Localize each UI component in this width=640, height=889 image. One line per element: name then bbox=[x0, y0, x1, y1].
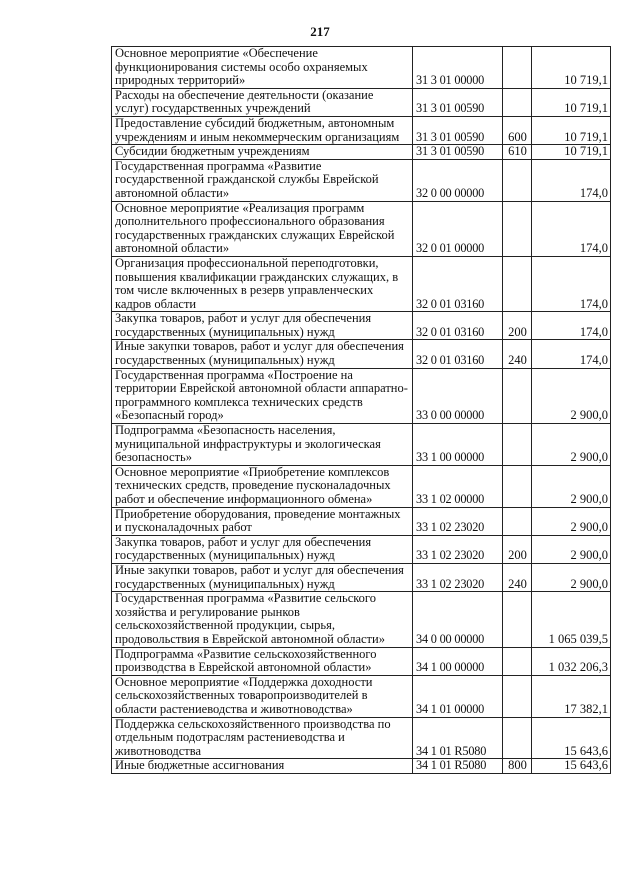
row-sum-cell: 10 719,1 bbox=[532, 145, 611, 160]
row-sum-cell: 15 643,6 bbox=[532, 759, 611, 774]
table-row bbox=[112, 340, 611, 368]
row-code-cell: 33 1 02 23020 bbox=[413, 535, 503, 563]
row-sum-cell: 2 900,0 bbox=[532, 368, 611, 423]
row-name-cell: Предоставление субсидий бюджетным, автономным учреждениям и иным некоммерческим организациям bbox=[112, 116, 413, 144]
row-sum-cell: 10 719,1 bbox=[532, 88, 611, 116]
row-name-cell: Поддержка сельскохозяйственного производства по отдельным подотраслям растениеводства и животноводства bbox=[112, 717, 413, 759]
row-name-cell: Закупка товаров, работ и услуг для обеспечения государственных (муниципальных) нужд bbox=[112, 312, 413, 340]
row-name-cell: Организация профессиональной переподготовки, повышения квалификации гражданских служащих, в том числе включенных в резерв управленческих кадров области bbox=[112, 256, 413, 311]
row-expense-type-cell bbox=[503, 465, 532, 507]
row-name-cell: Основное мероприятие «Поддержка доходности сельскохозяйственных товаропроизводителей в области растениеводства и животноводства» bbox=[112, 675, 413, 717]
row-sum-cell: 17 382,1 bbox=[532, 675, 611, 717]
table-row bbox=[112, 201, 611, 256]
row-sum-cell: 15 643,6 bbox=[532, 717, 611, 759]
row-code-cell: 33 1 00 00000 bbox=[413, 424, 503, 466]
table-row bbox=[112, 116, 611, 144]
row-code-cell: 32 0 00 00000 bbox=[413, 159, 503, 201]
row-expense-type-cell: 240 bbox=[503, 340, 532, 368]
row-expense-type-cell: 600 bbox=[503, 116, 532, 144]
table-row bbox=[112, 507, 611, 535]
row-name-cell: Подпрограмма «Безопасность населения, муниципальной инфраструктуры и экологическая безопасность» bbox=[112, 424, 413, 466]
row-code-cell: 32 0 01 03160 bbox=[413, 312, 503, 340]
table-row bbox=[112, 424, 611, 466]
row-expense-type-cell bbox=[503, 47, 532, 89]
table-row bbox=[112, 592, 611, 647]
row-name-cell: Расходы на обеспечение деятельности (оказание услуг) государственных учреждений bbox=[112, 88, 413, 116]
row-code-cell: 34 1 01 R5080 bbox=[413, 717, 503, 759]
row-expense-type-cell bbox=[503, 88, 532, 116]
row-code-cell: 32 0 01 03160 bbox=[413, 256, 503, 311]
table-row bbox=[112, 465, 611, 507]
table-row bbox=[112, 675, 611, 717]
row-sum-cell: 2 900,0 bbox=[532, 465, 611, 507]
row-expense-type-cell bbox=[503, 424, 532, 466]
row-sum-cell: 174,0 bbox=[532, 312, 611, 340]
row-code-cell: 32 0 01 03160 bbox=[413, 340, 503, 368]
row-name-cell: Субсидии бюджетным учреждениям bbox=[112, 145, 413, 160]
row-sum-cell: 2 900,0 bbox=[532, 507, 611, 535]
row-name-cell: Основное мероприятие «Приобретение комплексов технических средств, проведение пусконаладочных работ и обеспечение информационного обмена» bbox=[112, 465, 413, 507]
row-expense-type-cell bbox=[503, 675, 532, 717]
row-code-cell: 33 1 02 23020 bbox=[413, 563, 503, 591]
table-row bbox=[112, 563, 611, 591]
row-name-cell: Государственная программа «Развитие государственной гражданской службы Еврейской автономной области» bbox=[112, 159, 413, 201]
row-sum-cell: 2 900,0 bbox=[532, 563, 611, 591]
row-sum-cell: 174,0 bbox=[532, 159, 611, 201]
row-code-cell: 31 3 01 00590 bbox=[413, 145, 503, 160]
row-expense-type-cell bbox=[503, 647, 532, 675]
table-row bbox=[112, 717, 611, 759]
page-number: 217 bbox=[310, 24, 330, 39]
row-name-cell: Иные бюджетные ассигнования bbox=[112, 759, 413, 774]
row-code-cell: 31 3 01 00590 bbox=[413, 116, 503, 144]
table-row bbox=[112, 88, 611, 116]
table-row bbox=[112, 312, 611, 340]
row-name-cell: Закупка товаров, работ и услуг для обеспечения государственных (муниципальных) нужд bbox=[112, 535, 413, 563]
row-sum-cell: 174,0 bbox=[532, 340, 611, 368]
budget-table bbox=[111, 46, 611, 774]
row-expense-type-cell: 200 bbox=[503, 535, 532, 563]
table-row bbox=[112, 535, 611, 563]
row-expense-type-cell bbox=[503, 201, 532, 256]
row-code-cell: 34 0 00 00000 bbox=[413, 592, 503, 647]
table-row bbox=[112, 759, 611, 774]
row-sum-cell: 1 032 206,3 bbox=[532, 647, 611, 675]
table-row bbox=[112, 47, 611, 89]
row-expense-type-cell bbox=[503, 717, 532, 759]
table-row bbox=[112, 368, 611, 423]
table-row bbox=[112, 647, 611, 675]
row-expense-type-cell bbox=[503, 592, 532, 647]
row-sum-cell: 10 719,1 bbox=[532, 47, 611, 89]
row-name-cell: Государственная программа «Построение на территории Еврейской автономной области аппаратно-программного комплекса технических средств «Безопасный город» bbox=[112, 368, 413, 423]
row-code-cell: 32 0 01 00000 bbox=[413, 201, 503, 256]
row-code-cell: 34 1 01 R5080 bbox=[413, 759, 503, 774]
row-sum-cell: 174,0 bbox=[532, 256, 611, 311]
row-name-cell: Иные закупки товаров, работ и услуг для обеспечения государственных (муниципальных) нужд bbox=[112, 340, 413, 368]
row-code-cell: 31 3 01 00000 bbox=[413, 47, 503, 89]
row-expense-type-cell bbox=[503, 368, 532, 423]
row-name-cell: Основное мероприятие «Реализация программ дополнительного профессионального образования государственных гражданских служащих Еврейской автономной области» bbox=[112, 201, 413, 256]
row-name-cell: Основное мероприятие «Обеспечение функционирования системы особо охраняемых природных территорий» bbox=[112, 47, 413, 89]
row-code-cell: 31 3 01 00590 bbox=[413, 88, 503, 116]
row-name-cell: Государственная программа «Развитие сельского хозяйства и регулирование рынков сельскохозяйственной продукции, сырья, продовольствия в Еврейской автономной области» bbox=[112, 592, 413, 647]
row-expense-type-cell: 240 bbox=[503, 563, 532, 591]
row-sum-cell: 2 900,0 bbox=[532, 535, 611, 563]
row-name-cell: Подпрограмма «Развитие сельскохозяйственного производства в Еврейской автономной области» bbox=[112, 647, 413, 675]
row-sum-cell: 10 719,1 bbox=[532, 116, 611, 144]
row-expense-type-cell bbox=[503, 159, 532, 201]
row-code-cell: 34 1 00 00000 bbox=[413, 647, 503, 675]
row-code-cell: 34 1 01 00000 bbox=[413, 675, 503, 717]
row-expense-type-cell bbox=[503, 256, 532, 311]
row-sum-cell: 1 065 039,5 bbox=[532, 592, 611, 647]
row-code-cell: 33 1 02 23020 bbox=[413, 507, 503, 535]
row-code-cell: 33 1 02 00000 bbox=[413, 465, 503, 507]
row-sum-cell: 174,0 bbox=[532, 201, 611, 256]
row-expense-type-cell: 610 bbox=[503, 145, 532, 160]
row-sum-cell: 2 900,0 bbox=[532, 424, 611, 466]
row-expense-type-cell: 200 bbox=[503, 312, 532, 340]
table-row bbox=[112, 256, 611, 311]
row-name-cell: Иные закупки товаров, работ и услуг для обеспечения государственных (муниципальных) нужд bbox=[112, 563, 413, 591]
table-row bbox=[112, 159, 611, 201]
row-code-cell: 33 0 00 00000 bbox=[413, 368, 503, 423]
budget-table-body bbox=[112, 47, 611, 774]
row-expense-type-cell bbox=[503, 507, 532, 535]
table-row bbox=[112, 145, 611, 160]
row-name-cell: Приобретение оборудования, проведение монтажных и пусконаладочных работ bbox=[112, 507, 413, 535]
row-expense-type-cell: 800 bbox=[503, 759, 532, 774]
